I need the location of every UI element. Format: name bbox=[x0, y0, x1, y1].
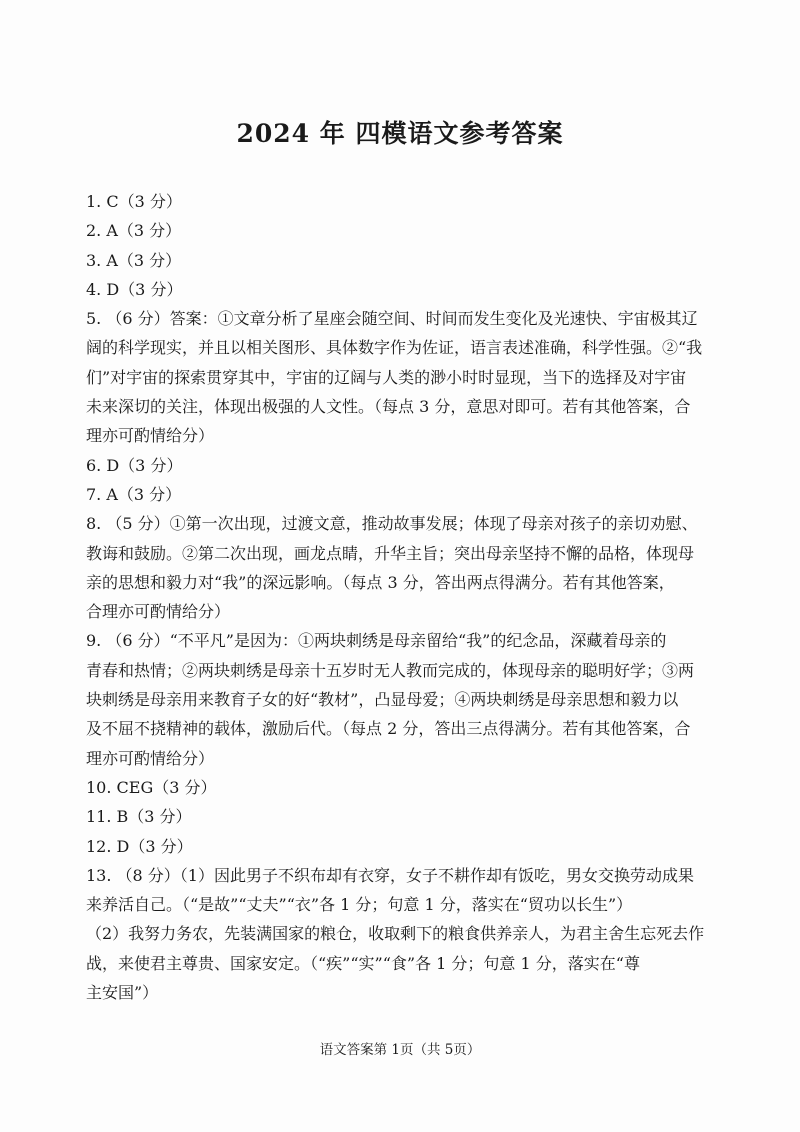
answer-line: 4. D（3 分） bbox=[86, 279, 183, 299]
answer-line: 理亦可酌情给分） bbox=[86, 426, 215, 446]
answer-line: 9. （6 分）“不平凡”是因为：①两块刺绣是母亲留给“我”的纪念品，深藏着母亲的 bbox=[86, 631, 667, 651]
answer-line: 5. （6 分）答案：①文章分析了星座会随空间、时间而发生变化及光速快、宇宙极其辽 bbox=[86, 309, 698, 329]
answer-line: 3. A（3 分） bbox=[86, 250, 182, 270]
answer-line: 及不屈不挠精神的载体，激励后代。（每点 2 分，答出三点得满分。若有其他答案，合 bbox=[86, 719, 691, 739]
answer-line: 战，来使君主尊贵、国家安定。（“疾”“实”“食”各 1 分；句意 1 分，落实在“尊 bbox=[86, 953, 640, 973]
answer-line: 1. C（3 分） bbox=[86, 192, 182, 211]
answer-line: 7. A（3 分） bbox=[86, 484, 182, 504]
answer-line: （2）我努力务农，先装满国家的粮仓，收取剩下的粮食供养亲人，为君主舍生忘死去作 bbox=[86, 924, 705, 944]
answer-line: 合理亦可酌情给分） bbox=[86, 602, 231, 622]
answer-line: 们”对宇宙的探索贯穿其中，宇宙的辽阔与人类的渺小时时显现，当下的选择及对宇宙 bbox=[86, 367, 687, 387]
answer-line: 13. （8 分）（1）因此男子不织布却有衣穿，女子不耕作却有饭吃，男女交换劳动成果 bbox=[86, 865, 694, 885]
answer-line: 11. B（3 分） bbox=[86, 807, 192, 827]
answer-line: 来养活自己。（“是故”“丈夫”“衣”各 1 分；句意 1 分，落实在“贸功以长生”） bbox=[86, 895, 633, 915]
answer-line: 块刺绣是母亲用来教育子女的好“教材”，凸显母爱；④两块刺绣是母亲思想和毅力以 bbox=[86, 690, 679, 710]
answer-list bbox=[86, 187, 726, 1007]
answer-line: 青春和热情；②两块刺绣是母亲十五岁时无人教而完成的，体现母亲的聪明好学；③两 bbox=[86, 660, 695, 680]
answer-line: 亲的思想和毅力对“我”的深远影响。（每点 3 分，答出两点得满分。若有其他答案， bbox=[86, 572, 675, 592]
answer-line: 10. CEG（3 分） bbox=[86, 777, 217, 797]
answer-line: 理亦可酌情给分） bbox=[86, 748, 215, 768]
answer-line: 8. （5 分）①第一次出现，过渡文意，推动故事发展；体现了母亲对孩子的亲切劝慰、 bbox=[86, 514, 698, 534]
answer-line: 教诲和鼓励。②第二次出现，画龙点睛，升华主旨；突出母亲坚持不懈的品格，体现母 bbox=[86, 543, 695, 563]
answer-line: 阔的科学现实，并且以相关图形、具体数字作为佐证，语言表述准确，科学性强。②“我 bbox=[86, 338, 703, 358]
answer-line: 主安国”） bbox=[86, 983, 159, 1003]
page-title: 2024 年 四模语文参考答案 bbox=[236, 119, 564, 148]
answer-line: 未来深切的关注，体现出极强的人文性。（每点 3 分，意思对即可。若有其他答案，合 bbox=[86, 397, 691, 417]
answer-line: 6. D（3 分） bbox=[86, 455, 183, 475]
answer-line: 12. D（3 分） bbox=[86, 836, 193, 856]
answer-line: 2. A（3 分） bbox=[86, 221, 182, 241]
page-footer: 语文答案第 1页（共 5页） bbox=[319, 1042, 481, 1058]
